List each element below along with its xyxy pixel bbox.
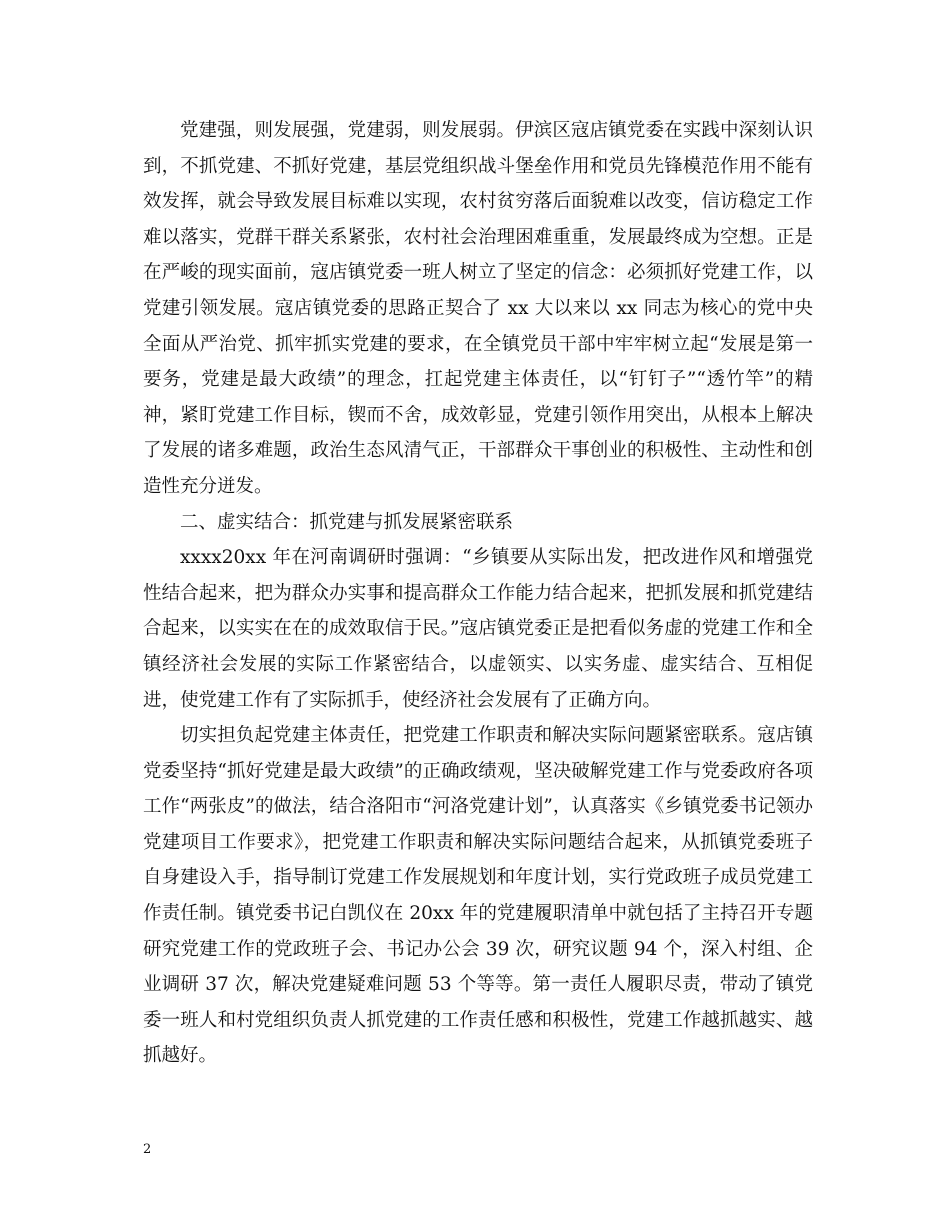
section-heading: 二、虚实结合：抓党建与抓发展紧密联系 xyxy=(180,511,514,533)
paragraph-party-building-strength: 党建强，则发展强，党建弱，则发展弱。伊滨区寇店镇党委在实践中深刻认识到，不抓党建、不抓好党建，基层党组织战斗堡垒作用和党员先锋模范作用不能有效发挥，就会导致发展目标难以实现，农村贫穷落后面貌难以改变，信访稳定工作难以落实，党群干群关系紧张，农村社会治理困难重重，发展最终成为空想。正是在严峻的现实面前，寇店镇党委一班人树立了坚定的信念：必须抓好党建工作，以党建引领发展。寇店镇党委的思路正契合了 xx 大以来以 xx 同志为核心的党中央全面从严治党、抓牢抓实党建的要求，在全镇党员干部中牢牢树立起“发展是第一要务，党建是最大政绩”的理念，扛起党建主体责任，以“钉钉子”“透竹竿”的精神，紧盯党建工作目标，锲而不舍，成效彰显，党建引领作用突出，从根本上解决了发展的诸多难题，政治生态风清气正，干部群众干事创业的积极性、主动性和创造性充分迸发。 xyxy=(143,120,813,497)
paragraph-henan-research: xxxx20xx 年在河南调研时强调：“乡镇要从实际出发，把改进作风和增强党性结合起来，把为群众办实事和提高群众工作能力结合起来，把抓发展和抓党建结合起来，以实实在在的成效取信于民。”寇店镇党委正是把看似务虚的党建工作和全镇经济社会发展的实际工作紧密结合，以虚领实、以实务虚、虚实结合、互相促进，使党建工作有了实际抓手，使经济社会发展有了正确方向。 xyxy=(143,547,813,711)
document-body xyxy=(143,113,813,1074)
paragraph-main-responsibility: 切实担负起党建主体责任，把党建工作职责和解决实际问题紧密联系。寇店镇党委坚持“抓好党建是最大政绩”的正确政绩观，坚决破解党建工作与党委政府各项工作“两张皮”的做法，结合洛阳市“河洛党建计划”，认真落实《乡镇党委书记领办党建项目工作要求》，把党建工作职责和解决实际问题结合起来，从抓镇党委班子自身建设入手，指导制订党建工作发展规划和年度计划，实行党政班子成员党建工作责任制。镇党委书记白凯仪在 20xx 年的党建履职清单中就包括了主持召开专题研究党建工作的党政班子会、书记办公会 39 次，研究议题 94 个，深入村组、企业调研 37 次，解决党建疑难问题 53 个等等。第一责任人履职尽责，带动了镇党委一班人和村党组织负责人抓党建的工作责任感和积极性，党建工作越抓越实、越抓越好。 xyxy=(143,725,813,1067)
page-number: 2 xyxy=(143,1142,152,1157)
